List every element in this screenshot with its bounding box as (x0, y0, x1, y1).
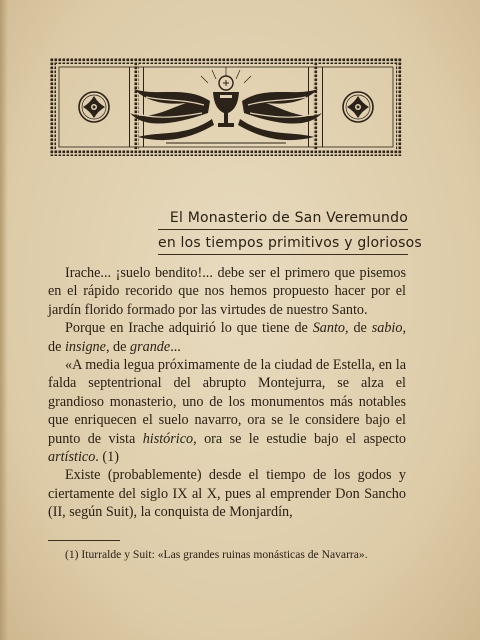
emphasis: grande (129, 338, 171, 355)
page-spine-shadow (0, 0, 8, 640)
left-rosette-icon (79, 92, 109, 122)
paragraph-2 (48, 319, 406, 356)
emphasis: sabio (371, 320, 403, 337)
text-run: , ora se le estudie bajo el aspecto (193, 430, 406, 447)
text-run: , de (105, 338, 130, 355)
title-underline-2 (158, 254, 408, 255)
emphasis: Santo (312, 320, 346, 337)
text-run: «A media legua próximamente de la ciudad de Estella, en la falda septentrional del abrupto Montejurra, se alza el grandioso monasterio, uno de los monumentos más notables que enriquecen el suelo navarro, ora se le considere bajo el punto de vista (48, 357, 406, 447)
emphasis: artístico (48, 449, 96, 466)
emphasis: insigne (64, 338, 106, 355)
paragraph-1: Irache... ¡suelo bendito!... debe ser el primero que pisemos en el rápido recorido que nos hemos propuesto hacer por el jardín florido formado por las virtudes de nuestro Santo. (48, 265, 406, 318)
text-run: , de (345, 320, 372, 337)
footnote-rule (48, 540, 120, 541)
paragraph-3 (48, 356, 406, 466)
body-text (48, 264, 406, 522)
right-rosette-icon (343, 92, 373, 122)
chapter-title-line-1: El Monasterio de San Veremundo (169, 210, 408, 226)
text-run: ... (170, 338, 181, 355)
emphasis: histórico (142, 430, 194, 447)
chapter-title (158, 207, 422, 257)
text-run: Porque en Irache adquirió lo que tiene de (65, 320, 313, 337)
ornamental-header-frieze (50, 58, 402, 156)
text-run: , de (48, 320, 406, 355)
chalice-emblem-icon (130, 67, 322, 143)
title-underline-1 (158, 229, 408, 230)
text-run: . (1) (95, 449, 119, 466)
footnote: (1) Iturralde y Suit: «Las grandes ruinas monásticas de Navarra». (65, 548, 368, 561)
chapter-title-line-2: en los tiempos primitivos y gloriosos (158, 235, 422, 251)
paragraph-4: Existe (probablemente) desde el tiempo de los godos y ciertamente del siglo IX al X, pues al emprender Don Sancho (II, según Suit), la conquista de Monjardín, (48, 467, 406, 521)
